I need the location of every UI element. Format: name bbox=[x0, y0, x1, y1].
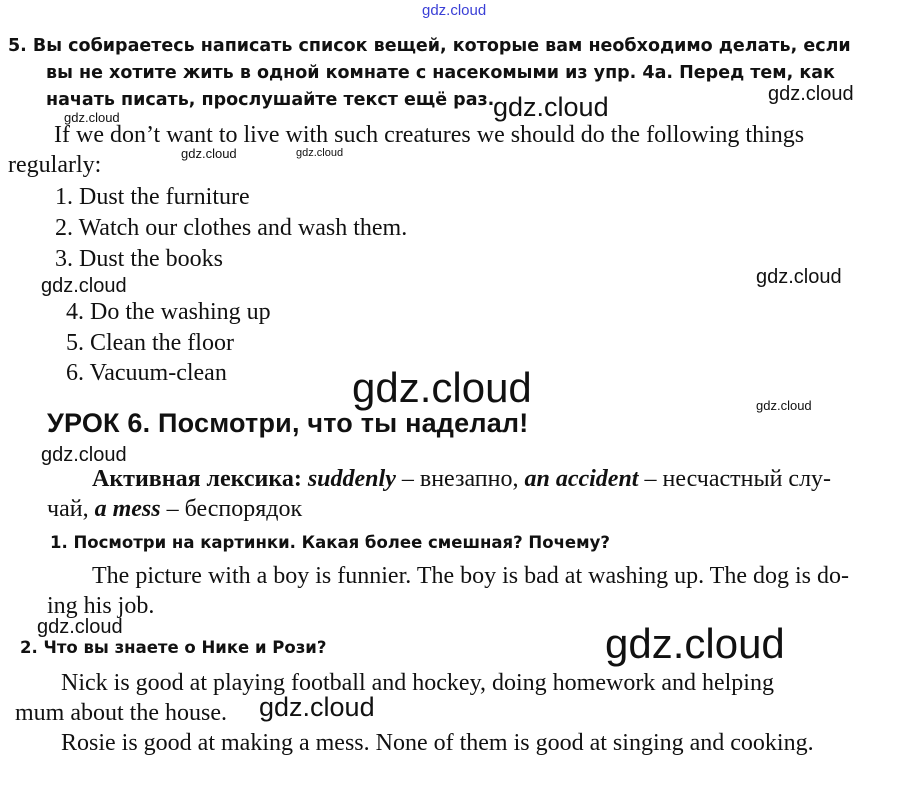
watermark: gdz.cloud bbox=[41, 444, 127, 466]
vocab-translation: – несчастный слу- bbox=[644, 466, 832, 492]
vocab-translation: – беспорядок bbox=[166, 496, 303, 522]
watermark: gdz.cloud bbox=[352, 364, 532, 411]
vocab-label: Активная лексика: bbox=[92, 466, 302, 492]
watermark: gdz.cloud bbox=[756, 398, 812, 413]
ex1-heading: 1. Посмотри на картинки. Какая более смешная? Почему? bbox=[50, 533, 610, 552]
ex1-answer-line1: The picture with a boy is funnier. The boy is bad at washing up. The dog is do- bbox=[92, 563, 849, 589]
watermark: gdz.cloud bbox=[296, 147, 344, 159]
ex1-answer-line2: ing his job. bbox=[47, 593, 155, 619]
watermark: gdz.cloud bbox=[493, 92, 609, 122]
watermark: gdz.cloud bbox=[64, 110, 120, 125]
watermark: gdz.cloud bbox=[768, 83, 854, 105]
list-item: 2. Watch our clothes and wash them. bbox=[55, 215, 408, 241]
watermark: gdz.cloud bbox=[605, 620, 785, 667]
ex2-heading: 2. Что вы знаете о Нике и Рози? bbox=[20, 638, 327, 657]
list-item: 5. Clean the floor bbox=[66, 330, 234, 356]
list-item: 1. Dust the furniture bbox=[55, 184, 250, 210]
watermark: gdz.cloud bbox=[37, 616, 123, 638]
vocab-line2 bbox=[47, 496, 302, 523]
watermark: gdz.cloud bbox=[259, 692, 375, 722]
watermark: gdz.cloud bbox=[181, 146, 237, 161]
vocab-translation: чай, bbox=[47, 496, 89, 522]
vocab-word: a mess bbox=[94, 496, 161, 522]
task5-heading-line2: вы не хотите жить в одной комнате с насекомыми из упр. 4а. Перед тем, как bbox=[46, 63, 835, 83]
vocab-translation: – внезапно, bbox=[401, 466, 519, 492]
list-item: 3. Dust the books bbox=[55, 246, 223, 272]
task5-intro-line1: If we don’t want to live with such creatures we should do the following things bbox=[54, 122, 805, 148]
watermark: gdz.cloud bbox=[756, 266, 842, 288]
watermark: gdz.cloud bbox=[41, 275, 127, 297]
vocab-word: an accident bbox=[524, 466, 639, 492]
list-item: 6. Vacuum-clean bbox=[66, 360, 227, 386]
list-item: 4. Do the washing up bbox=[66, 299, 271, 325]
vocab-line1 bbox=[92, 466, 831, 493]
ex2-answer-line2: mum about the house. bbox=[15, 700, 227, 726]
vocab-word: suddenly bbox=[307, 466, 396, 492]
watermark-top: gdz.cloud bbox=[422, 2, 487, 19]
task5-heading-line3: начать писать, прослушайте текст ещё раз. bbox=[46, 90, 495, 110]
ex2-answer-line3: Rosie is good at making a mess. None of them is good at singing and cooking. bbox=[61, 730, 814, 756]
lesson-title: УРОК 6. Посмотри, что ты наделал! bbox=[47, 408, 529, 438]
task5-heading-line1: 5. Вы собираетесь написать список вещей, которые вам необходимо делать, если bbox=[8, 36, 851, 56]
ex2-answer-line1: Nick is good at playing football and hockey, doing homework and helping bbox=[61, 670, 774, 696]
task5-intro-line2: regularly: bbox=[8, 152, 102, 178]
